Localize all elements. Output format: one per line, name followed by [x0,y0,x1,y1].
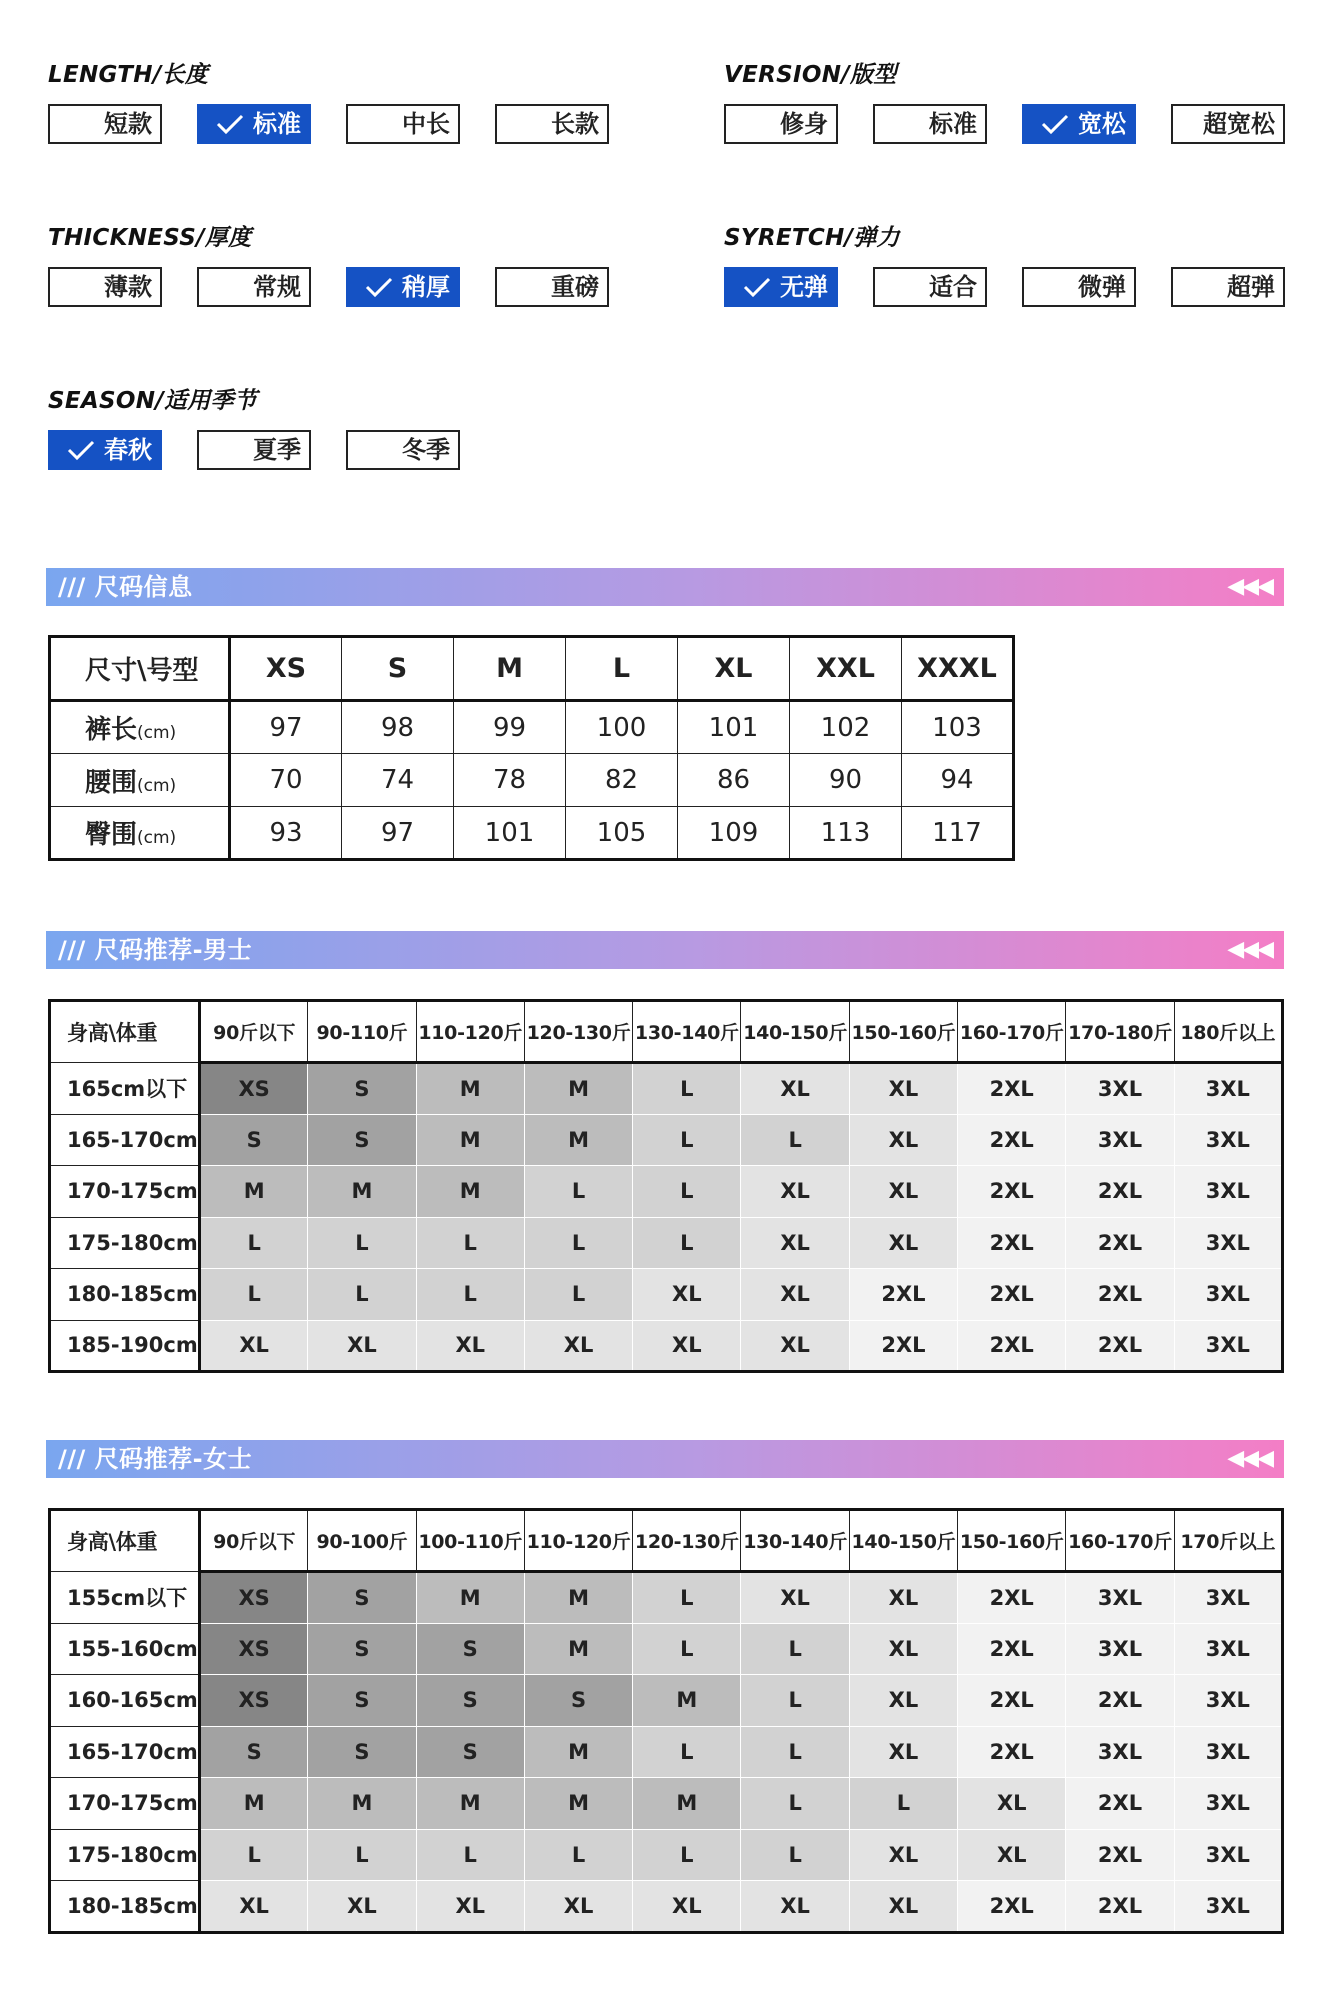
weight-col-header: 170-180斤 [1066,1001,1174,1063]
recommended-size-cell: 2XL [1066,1166,1174,1218]
men-banner [46,931,1284,969]
recommended-size-cell: M [416,1166,524,1218]
weight-col-header: 130-140斤 [633,1001,741,1063]
recommended-size-cell: L [633,1572,741,1624]
season-group [48,386,608,464]
recommended-size-cell: L [200,1269,308,1321]
height-range-label: 175-180cm [50,1829,200,1881]
weight-col-header: 150-160斤 [958,1510,1066,1572]
version-option[interactable] [873,104,987,144]
recommended-size-cell: XL [524,1881,632,1933]
size-chart-cell: 74 [342,754,454,807]
size-chart-cell: 98 [342,701,454,754]
recommended-size-cell: XL [524,1320,632,1372]
size-chart-cell: 113 [790,807,902,860]
recommended-size-cell: 3XL [1066,1114,1174,1166]
recommended-size-cell: L [416,1269,524,1321]
size-col-header: S [342,637,454,701]
recommended-size-cell: XL [200,1320,308,1372]
size-info-banner [46,568,1284,606]
version-group [724,60,1284,138]
recommended-size-cell: L [741,1675,849,1727]
length-group [48,60,608,138]
weight-col-header: 150-160斤 [849,1001,957,1063]
recommended-size-cell: L [308,1217,416,1269]
season-option[interactable] [48,430,162,470]
recommended-size-cell: XL [633,1269,741,1321]
size-chart-cell: 103 [902,701,1014,754]
weight-col-header: 140-150斤 [741,1001,849,1063]
recommended-size-cell: M [200,1166,308,1218]
recommended-size-cell: XL [741,1269,849,1321]
recommended-size-cell: L [633,1063,741,1115]
checkmark-icon [66,439,96,461]
size-chart-cell: 109 [678,807,790,860]
size-col-header: XXL [790,637,902,701]
recommended-size-cell: S [524,1675,632,1727]
table-row [50,1269,1283,1321]
recommended-size-cell: XL [849,1572,957,1624]
recommended-size-cell: 3XL [1174,1778,1282,1830]
size-chart-cell: 93 [230,807,342,860]
recommended-size-cell: S [308,1623,416,1675]
table-row [50,1320,1283,1372]
length-option[interactable] [346,104,460,144]
height-range-label: 160-165cm [50,1675,200,1727]
recommended-size-cell: L [633,1623,741,1675]
size-chart-cell: 99 [454,701,566,754]
recommended-size-cell: XS [200,1063,308,1115]
recommended-size-cell: 2XL [1066,1778,1174,1830]
measure-unit: (cm) [137,828,177,848]
thickness-option[interactable] [346,267,460,307]
recommended-size-cell: 2XL [958,1726,1066,1778]
recommended-size-cell: L [633,1829,741,1881]
triple-arrow-left-icon: ◀◀◀ [1227,937,1272,962]
checkmark-icon [1040,113,1070,135]
recommended-size-cell: XL [416,1320,524,1372]
stretch-option[interactable] [724,267,838,307]
recommended-size-cell: XL [741,1166,849,1218]
length-option-label: 中长 [402,110,450,138]
height-range-label: 155cm以下 [50,1572,200,1624]
recommended-size-cell: 2XL [849,1320,957,1372]
size-chart-cell: 94 [902,754,1014,807]
table-row [50,1675,1283,1727]
recommended-size-cell: 2XL [1066,1320,1174,1372]
length-option-label: 长款 [551,110,599,138]
size-chart-cell: 97 [230,701,342,754]
height-range-label: 185-190cm [50,1320,200,1372]
recommended-size-cell: S [308,1726,416,1778]
table-row [50,1623,1283,1675]
size-chart-cell: 117 [902,807,1014,860]
recommended-size-cell: L [416,1217,524,1269]
recommended-size-cell: M [416,1114,524,1166]
recommended-size-cell: M [524,1778,632,1830]
recommended-size-cell: S [200,1726,308,1778]
recommended-size-cell: XL [849,1623,957,1675]
stretch-option-label: 超弹 [1227,273,1275,301]
length-title: LENGTH/长度 [48,62,209,88]
recommended-size-cell: M [524,1572,632,1624]
recommended-size-cell: XL [849,1675,957,1727]
weight-col-header: 100-110斤 [416,1510,524,1572]
table-row [50,1572,1283,1624]
height-range-label: 165cm以下 [50,1063,200,1115]
table-row [50,1114,1283,1166]
recommended-size-cell: 2XL [958,1269,1066,1321]
recommended-size-cell: XL [308,1320,416,1372]
recommended-size-cell: XL [849,1114,957,1166]
size-col-header: XS [230,637,342,701]
women-title: /// 尺码推荐-女士 [58,1445,253,1473]
recommended-size-cell: L [633,1166,741,1218]
size-chart-row [50,754,1014,807]
season-option-label: 冬季 [402,436,450,464]
recommended-size-cell: L [849,1778,957,1830]
size-chart-cell: 86 [678,754,790,807]
version-option-label: 宽松 [1078,110,1126,138]
recommended-size-cell: 3XL [1174,1829,1282,1881]
recommended-size-cell: M [308,1778,416,1830]
size-col-header: XL [678,637,790,701]
recommended-size-cell: S [200,1114,308,1166]
size-chart-table [48,635,1015,861]
season-options [48,430,608,470]
version-title: VERSION/版型 [724,62,897,88]
recommended-size-cell: XL [416,1881,524,1933]
recommended-size-cell: M [524,1063,632,1115]
length-option[interactable] [495,104,609,144]
height-range-label: 155-160cm [50,1623,200,1675]
size-chart-header-row [50,637,1014,701]
size-col-header: L [566,637,678,701]
recommended-size-cell: L [633,1726,741,1778]
recommended-size-cell: 3XL [1174,1623,1282,1675]
weight-col-header: 160-170斤 [1066,1510,1174,1572]
table-row [50,1217,1283,1269]
checkmark-icon [364,276,394,298]
stretch-option[interactable] [1022,267,1136,307]
size-chart-corner: 尺寸\号型 [50,637,230,701]
weight-col-header: 140-150斤 [849,1510,957,1572]
height-range-label: 180-185cm [50,1269,200,1321]
weight-col-header: 90斤以下 [200,1510,308,1572]
recommended-size-cell: 3XL [1066,1623,1174,1675]
women-banner [46,1440,1284,1478]
measure-name: 臀围 [85,820,138,850]
thickness-option-label: 重磅 [551,273,599,301]
recommended-size-cell: L [524,1829,632,1881]
recommended-size-cell: 3XL [1174,1320,1282,1372]
recommended-size-cell: 2XL [958,1063,1066,1115]
table-row [50,1726,1283,1778]
table-row [50,1063,1283,1115]
recommended-size-cell: 3XL [1066,1726,1174,1778]
recommended-size-cell: XL [849,1726,957,1778]
recommended-size-cell: M [200,1778,308,1830]
season-option[interactable] [346,430,460,470]
recommended-size-cell: M [524,1623,632,1675]
stretch-option[interactable] [873,267,987,307]
version-option-label: 超宽松 [1203,110,1275,138]
thickness-group [48,223,608,301]
weight-col-header: 90-100斤 [308,1510,416,1572]
recommended-size-cell: XL [200,1881,308,1933]
size-chart-cell: 78 [454,754,566,807]
recommended-size-cell: XL [741,1881,849,1933]
men-recommendation-table [48,999,1284,1373]
size-col-header: XXXL [902,637,1014,701]
recommended-size-cell: M [416,1778,524,1830]
thickness-option[interactable] [48,267,162,307]
recommended-size-cell: S [416,1675,524,1727]
height-range-label: 180-185cm [50,1881,200,1933]
length-option-label: 短款 [104,110,152,138]
recommended-size-cell: XL [849,1217,957,1269]
recommended-size-cell: S [416,1726,524,1778]
size-chart-cell: 82 [566,754,678,807]
size-chart-row-label [50,807,230,860]
checkmark-icon [742,276,772,298]
recommended-size-cell: XL [741,1572,849,1624]
recommended-size-cell: 3XL [1174,1726,1282,1778]
season-option-label: 夏季 [253,436,301,464]
measure-name: 裤长 [85,715,138,745]
weight-col-header: 170斤以上 [1174,1510,1282,1572]
season-title: SEASON/适用季节 [48,388,258,414]
recommended-size-cell: S [308,1063,416,1115]
recommended-size-cell: 2XL [958,1114,1066,1166]
thickness-option[interactable] [197,267,311,307]
recommended-size-cell: 3XL [1174,1166,1282,1218]
recommended-size-cell: L [741,1778,849,1830]
table-row [50,1829,1283,1881]
weight-col-header: 180斤以上 [1174,1001,1282,1063]
recommended-size-cell: 3XL [1174,1572,1282,1624]
table-row [50,1881,1283,1933]
men-title: /// 尺码推荐-男士 [58,936,253,964]
weight-col-header: 90斤以下 [200,1001,308,1063]
triple-arrow-left-icon: ◀◀◀ [1227,1446,1272,1471]
thickness-option[interactable] [495,267,609,307]
triple-arrow-left-icon: ◀◀◀ [1227,574,1272,599]
length-option[interactable] [48,104,162,144]
recommended-size-cell: 2XL [958,1320,1066,1372]
women-recommendation-table [48,1508,1284,1934]
recommended-size-cell: L [524,1166,632,1218]
recommended-size-cell: S [308,1572,416,1624]
recommended-size-cell: L [416,1829,524,1881]
recommended-size-cell: XL [849,1063,957,1115]
season-option[interactable] [197,430,311,470]
recommended-size-cell: XL [741,1217,849,1269]
weight-col-header: 120-130斤 [633,1510,741,1572]
recommended-size-cell: 2XL [1066,1829,1174,1881]
size-chart-cell: 101 [678,701,790,754]
recommended-size-cell: XL [308,1881,416,1933]
recommended-size-cell: 3XL [1174,1269,1282,1321]
recommended-size-cell: M [416,1063,524,1115]
season-option-label: 春秋 [104,436,152,464]
recommended-size-cell: XL [958,1829,1066,1881]
recommended-size-cell: 3XL [1066,1572,1174,1624]
stretch-option-label: 微弹 [1078,273,1126,301]
weight-header-row [50,1510,1283,1572]
version-option[interactable] [1171,104,1285,144]
recommended-size-cell: L [200,1829,308,1881]
table-row [50,1166,1283,1218]
recommended-size-cell: XL [849,1166,957,1218]
version-option[interactable] [1022,104,1136,144]
length-option[interactable] [197,104,311,144]
thickness-options [48,267,608,307]
recommended-size-cell: L [741,1114,849,1166]
height-range-label: 165-170cm [50,1726,200,1778]
size-chart-cell: 101 [454,807,566,860]
thickness-option-label: 薄款 [104,273,152,301]
recommended-size-cell: XL [633,1881,741,1933]
recommended-size-cell: 3XL [1174,1675,1282,1727]
height-range-label: 165-170cm [50,1114,200,1166]
weight-col-header: 110-120斤 [524,1510,632,1572]
size-chart-cell: 97 [342,807,454,860]
recommended-size-cell: L [524,1269,632,1321]
table-row [50,1778,1283,1830]
weight-col-header: 120-130斤 [524,1001,632,1063]
recommended-size-cell: XL [849,1829,957,1881]
size-chart-row [50,807,1014,860]
size-chart-cell: 105 [566,807,678,860]
recommended-size-cell: 2XL [1066,1217,1174,1269]
recommended-size-cell: XS [200,1675,308,1727]
measure-unit: (cm) [137,775,177,796]
length-options [48,104,608,144]
size-chart-body [50,701,1014,860]
weight-col-header: 160-170斤 [958,1001,1066,1063]
recommended-size-cell: M [524,1726,632,1778]
size-chart-cell: 90 [790,754,902,807]
thickness-option-label: 常规 [253,273,301,301]
recommended-size-cell: M [416,1572,524,1624]
recommended-size-cell: 2XL [958,1166,1066,1218]
length-option-label: 标准 [253,110,301,138]
recommended-size-cell: L [741,1726,849,1778]
stretch-options [724,267,1284,307]
recommended-size-cell: L [308,1829,416,1881]
recommended-size-cell: L [633,1217,741,1269]
recommended-size-cell: L [200,1217,308,1269]
size-chart-cell: 70 [230,754,342,807]
thickness-title: THICKNESS/厚度 [48,225,252,251]
measure-name: 腰围 [85,767,138,798]
recommended-size-cell: XL [633,1320,741,1372]
recommended-size-cell: 3XL [1174,1881,1282,1933]
recommended-size-cell: L [633,1114,741,1166]
recommended-size-cell: M [524,1114,632,1166]
recommended-size-cell: 2XL [849,1269,957,1321]
weight-header-row [50,1001,1283,1063]
height-range-label: 170-175cm [50,1166,200,1218]
recommended-size-cell: L [524,1217,632,1269]
recommended-size-cell: 3XL [1174,1063,1282,1115]
stretch-option-label: 无弹 [780,273,828,301]
recommended-size-cell: XS [200,1572,308,1624]
recommended-size-cell: 2XL [1066,1881,1174,1933]
version-option[interactable] [724,104,838,144]
height-weight-corner: 身高\体重 [50,1001,200,1063]
measure-unit: (cm) [137,723,177,743]
recommended-size-cell: S [416,1623,524,1675]
recommended-size-cell: L [308,1269,416,1321]
recommended-size-cell: M [633,1778,741,1830]
stretch-option-label: 适合 [929,273,977,301]
version-options [724,104,1284,144]
weight-col-header: 130-140斤 [741,1510,849,1572]
recommended-size-cell: 2XL [958,1675,1066,1727]
recommended-size-cell: S [308,1675,416,1727]
checkmark-icon [215,113,245,135]
size-col-header: M [454,637,566,701]
height-weight-corner: 身高\体重 [50,1510,200,1572]
recommended-size-cell: 2XL [958,1572,1066,1624]
thickness-option-label: 稍厚 [402,273,450,301]
height-range-label: 175-180cm [50,1217,200,1269]
size-chart-cell: 102 [790,701,902,754]
stretch-group [724,223,1284,301]
size-chart-cell: 100 [566,701,678,754]
recommended-size-cell: 2XL [958,1623,1066,1675]
weight-col-header: 110-120斤 [416,1001,524,1063]
size-chart-row [50,701,1014,754]
version-option-label: 修身 [780,110,828,138]
recommended-size-cell: 3XL [1174,1217,1282,1269]
recommended-size-cell: XL [741,1320,849,1372]
recommended-size-cell: 3XL [1066,1063,1174,1115]
height-range-label: 170-175cm [50,1778,200,1830]
recommended-size-cell: XL [849,1881,957,1933]
recommended-size-cell: 2XL [958,1217,1066,1269]
recommended-size-cell: L [741,1829,849,1881]
stretch-title: SYRETCH/弹力 [724,225,900,251]
recommended-size-cell: S [308,1114,416,1166]
weight-col-header: 90-110斤 [308,1001,416,1063]
version-option-label: 标准 [929,110,977,138]
recommended-size-cell: XS [200,1623,308,1675]
size-chart-row-label [50,754,230,807]
recommended-size-cell: 3XL [1174,1114,1282,1166]
size-chart-row-label [50,701,230,754]
recommended-size-cell: L [741,1623,849,1675]
recommended-size-cell: M [308,1166,416,1218]
recommended-size-cell: XL [958,1778,1066,1830]
recommended-size-cell: 2XL [1066,1269,1174,1321]
recommended-size-cell: 2XL [1066,1675,1174,1727]
stretch-option[interactable] [1171,267,1285,307]
recommended-size-cell: M [633,1675,741,1727]
recommended-size-cell: XL [741,1063,849,1115]
size-info-title: /// 尺码信息 [58,573,193,601]
recommended-size-cell: 2XL [958,1881,1066,1933]
